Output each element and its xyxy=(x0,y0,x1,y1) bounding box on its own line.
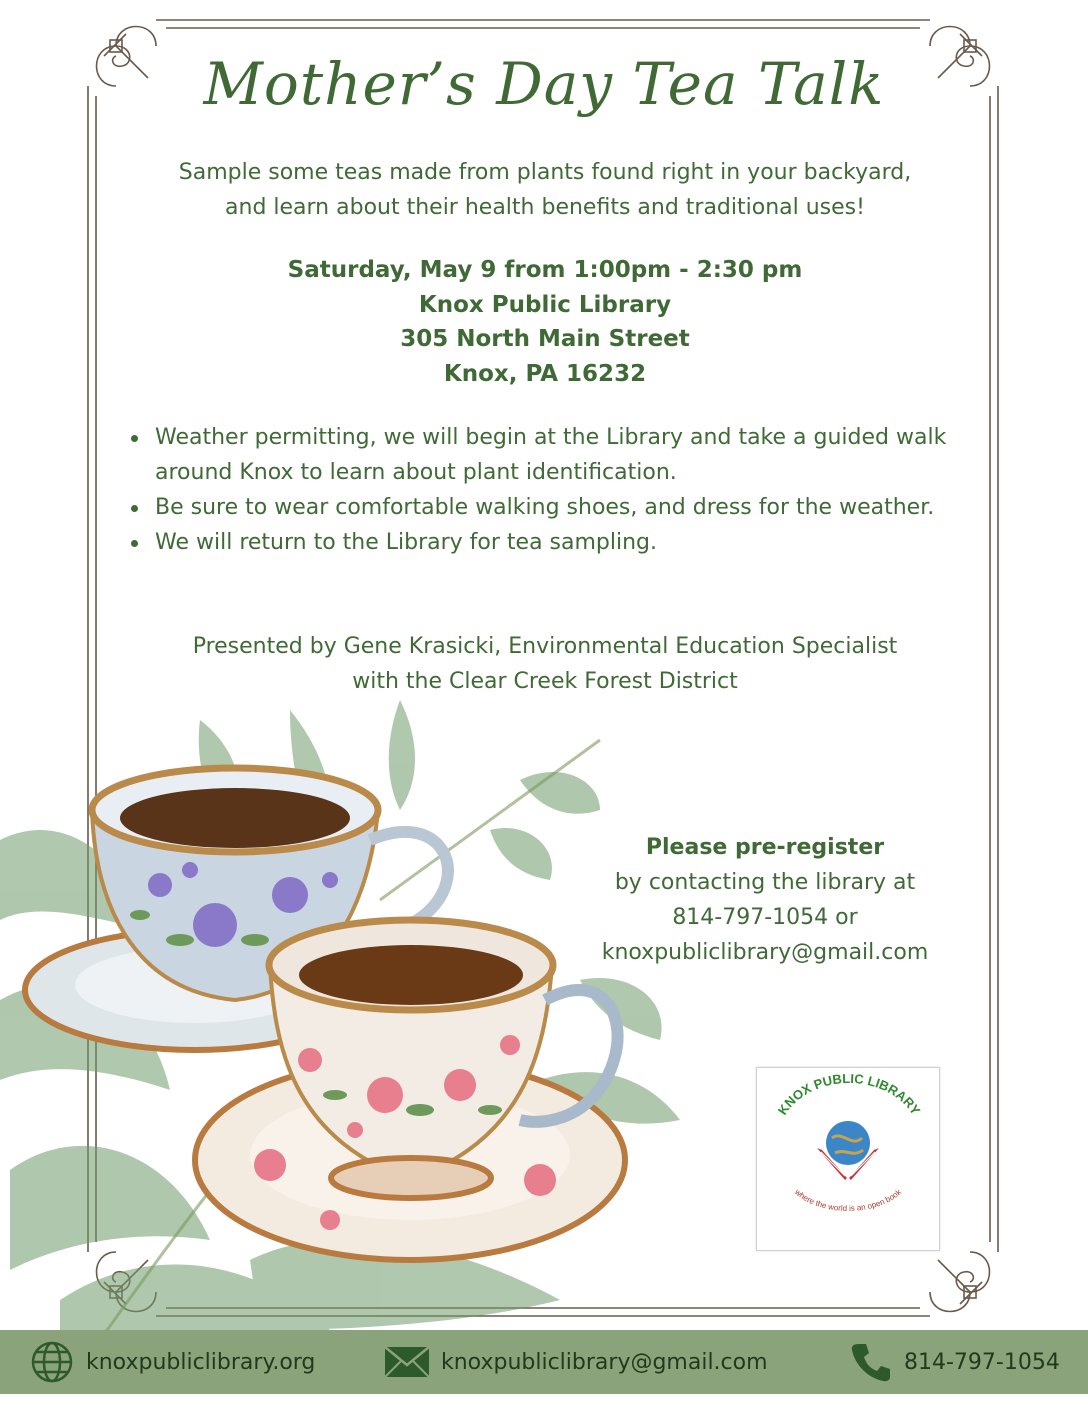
logo-name: KNOX PUBLIC LIBRARY xyxy=(774,1070,924,1118)
globe-icon xyxy=(30,1340,74,1384)
footer-phone[interactable] xyxy=(850,1330,1060,1394)
intro-line-1: Sample some teas made from plants found right in your backyard, xyxy=(178,160,912,185)
footer-email-text[interactable]: knoxpubliclibrary@gmail.com xyxy=(441,1349,768,1375)
presenter-text xyxy=(110,629,980,699)
page-title: Mother’s Day Tea Talk xyxy=(203,50,885,118)
footer-website-text[interactable]: knoxpubliclibrary.org xyxy=(86,1349,316,1375)
bullet-item: Be sure to wear comfortable walking shoes, and dress for the weather. xyxy=(128,490,948,525)
footer-email[interactable] xyxy=(383,1330,768,1394)
logo-tagline: where the world is an open book xyxy=(793,1187,903,1213)
svg-text:KNOX PUBLIC LIBRARY xyxy=(775,1071,924,1118)
event-city: Knox, PA 16232 xyxy=(443,360,647,387)
register-phone: 814-797-1054 or xyxy=(672,905,858,930)
phone-icon xyxy=(850,1341,892,1383)
register-email[interactable]: knoxpubliclibrary@gmail.com xyxy=(601,940,929,965)
teacups-illustration xyxy=(0,700,700,1340)
library-logo xyxy=(756,1067,940,1251)
footer-website[interactable] xyxy=(30,1330,315,1394)
event-datetime: Saturday, May 9 from 1:00pm - 2:30 pm xyxy=(287,257,803,283)
bullet-item: Weather permitting, we will begin at the Library and take a guided walk around Knox to learn about plant identification. xyxy=(128,420,948,490)
intro-line-2: and learn about their health benefits and traditional uses! xyxy=(225,195,865,220)
intro-text xyxy=(110,155,980,225)
register-heading: Please pre-register xyxy=(645,835,885,860)
presenter-line-1: Presented by Gene Krasicki, Environmental Education Specialist xyxy=(192,634,898,659)
contact-footer xyxy=(0,1330,1088,1394)
event-details xyxy=(200,253,890,391)
bullet-item: We will return to the Library for tea sampling. xyxy=(128,525,948,560)
presenter-line-2: with the Clear Creek Forest District xyxy=(352,669,738,694)
event-street: 305 North Main Street xyxy=(400,326,690,352)
footer-phone-text[interactable]: 814-797-1054 xyxy=(904,1349,1060,1375)
register-line-1: by contacting the library at xyxy=(614,870,916,895)
library-logo-graphic xyxy=(757,1068,939,1250)
info-bullet-list xyxy=(128,420,948,560)
registration-info xyxy=(560,830,970,970)
event-venue: Knox Public Library xyxy=(418,291,672,318)
svg-text:where the world is an open boo xyxy=(792,1187,903,1213)
envelope-icon xyxy=(383,1345,431,1379)
